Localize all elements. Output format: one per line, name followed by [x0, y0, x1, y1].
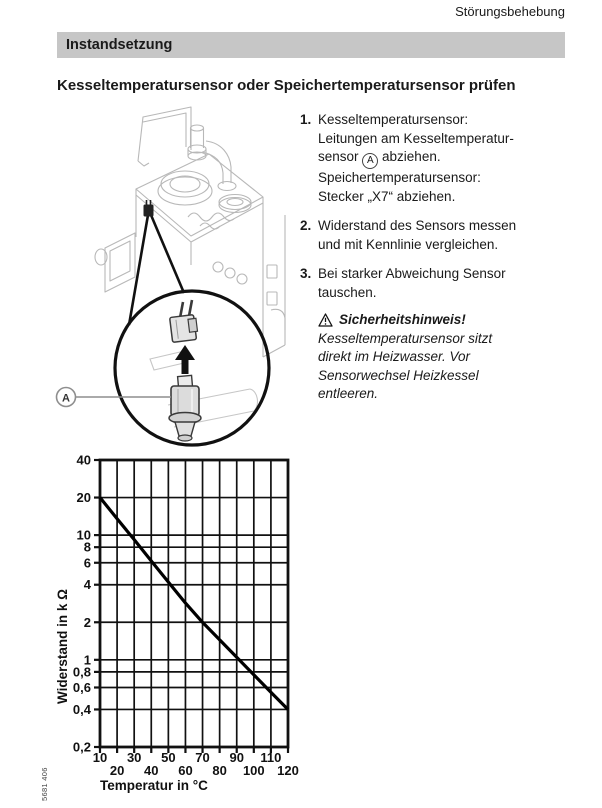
svg-text:70: 70: [195, 750, 210, 765]
step-text: [318, 265, 576, 302]
boiler-sensor-figure: [50, 105, 295, 450]
safety-note-line: entleeren.: [318, 386, 379, 401]
page-header-chapter: Störungsbehebung: [455, 4, 565, 19]
svg-text:20: 20: [109, 763, 125, 778]
chart-grid: [100, 460, 288, 747]
step-text-line: tauschen.: [318, 284, 377, 300]
safety-note-line: direkt im Heizwasser. Vor: [318, 349, 471, 364]
svg-text:4: 4: [83, 577, 91, 593]
x-axis-label: Temperatur in °C: [100, 778, 208, 793]
step-text-line: Leitungen am Kesseltemperatur-: [318, 130, 514, 146]
svg-text:10: 10: [76, 527, 91, 543]
warning-triangle-icon: [318, 313, 333, 327]
connector-plug: [170, 314, 199, 342]
resistance-temperature-chart: [36, 446, 308, 808]
step-text-line: Speichertemperatursensor:: [318, 170, 481, 185]
page-title: Kesseltemperatursensor oder Speichertemperatursensor prüfen: [57, 77, 516, 94]
step-text: [318, 111, 576, 206]
safety-note-line: Sensorwechsel Heizkessel: [318, 367, 479, 383]
section-banner-label: Instandsetzung: [66, 37, 173, 53]
svg-text:0,4: 0,4: [72, 701, 91, 717]
background-pipe: [150, 352, 257, 427]
safety-note-title-text: Sicherheitshinweis!: [339, 312, 466, 327]
safety-note-line: Kesseltemperatursensor sitzt: [318, 330, 493, 346]
svg-text:60: 60: [178, 763, 193, 778]
instruction-step: [300, 111, 576, 206]
svg-text:110: 110: [260, 750, 282, 765]
svg-text:40: 40: [144, 763, 159, 778]
y-tick-labels: [73, 453, 92, 755]
svg-text:20: 20: [76, 490, 91, 506]
safety-note: [318, 311, 576, 404]
sensor-detail: [169, 300, 201, 441]
instruction-step: [300, 217, 576, 254]
instruction-list: [300, 111, 576, 313]
circled-a-inline: A: [362, 153, 378, 169]
svg-text:2: 2: [83, 614, 91, 630]
safety-note-title: [318, 311, 576, 330]
svg-text:8: 8: [83, 539, 91, 555]
temperature-sensor: [169, 375, 201, 441]
section-banner: [57, 32, 565, 58]
safety-note-body: [318, 330, 576, 404]
step-text-line: Stecker „X7“ abziehen.: [318, 188, 456, 204]
step-number: 2.: [300, 218, 312, 233]
svg-text:50: 50: [161, 750, 176, 765]
document-code: 5681 406: [40, 767, 49, 801]
svg-text:120: 120: [277, 763, 299, 778]
removal-arrow-icon: [175, 345, 195, 374]
callout-a-label: A: [62, 392, 70, 405]
svg-text:30: 30: [126, 750, 142, 765]
y-axis-label: Widerstand in k Ω: [55, 589, 70, 705]
callout-a: [57, 388, 172, 407]
instruction-step: [300, 265, 576, 302]
step-text-line: und mit Kennlinie vergleichen.: [318, 236, 499, 252]
svg-text:0,6: 0,6: [72, 679, 91, 695]
step-text-line: Bei starker Abweichung Sensor: [318, 266, 506, 281]
svg-text:6: 6: [83, 555, 91, 571]
svg-text:80: 80: [212, 763, 227, 778]
svg-text:0,2: 0,2: [72, 739, 91, 755]
svg-text:1: 1: [83, 652, 91, 668]
svg-text:40: 40: [76, 452, 91, 468]
step-text-line: sensor A abziehen.: [318, 148, 576, 169]
svg-text:100: 100: [242, 763, 265, 778]
step-number: 1.: [300, 112, 312, 127]
svg-text:90: 90: [229, 750, 244, 765]
plot-border: [100, 460, 288, 747]
step-text-line: Kesseltemperatursensor:: [318, 112, 469, 127]
svg-text:10: 10: [92, 750, 108, 765]
sensor-characteristic-curve: [100, 498, 288, 710]
step-text-line: Widerstand des Sensors messen: [318, 218, 517, 233]
x-tick-labels: [93, 750, 299, 778]
svg-text:0,8: 0,8: [72, 664, 91, 680]
step-number: 3.: [300, 266, 312, 281]
step-text: [318, 217, 576, 254]
